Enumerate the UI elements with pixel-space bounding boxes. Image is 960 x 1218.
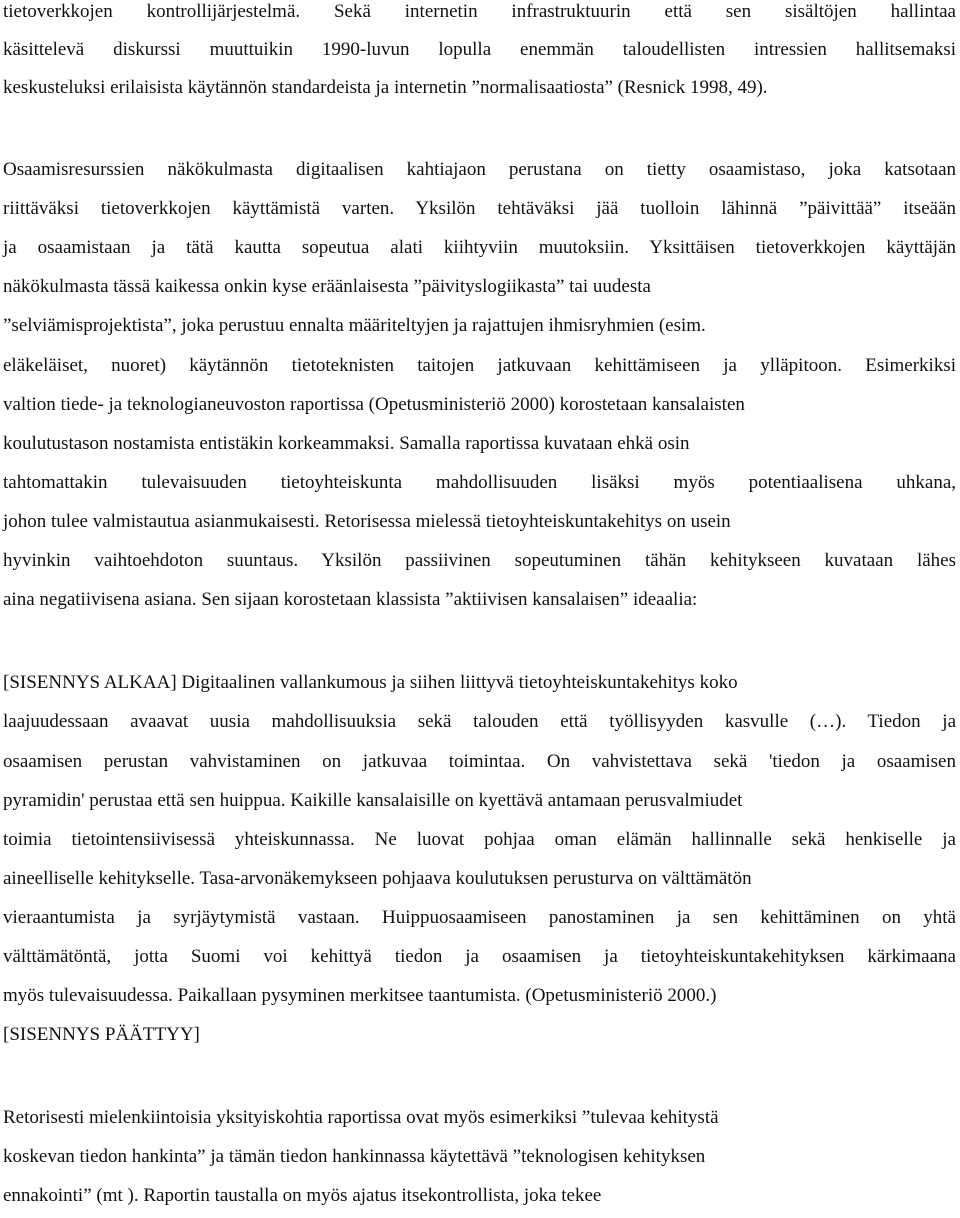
text-line: riittäväksi tietoverkkojen käyttämistä varten. Yksilön tehtäväksi jää tuolloin lähinnä ”päivittää” itseään — [3, 198, 956, 219]
text-line: tahtomattakin tulevaisuuden tietoyhteiskunta mahdollisuuden lisäksi myös potentiaalisena uhkana, — [3, 472, 956, 493]
text-line: valtion tiede- ja teknologianeuvoston raportissa (Opetusministeriö 2000) korostetaan kansalaisten — [3, 394, 745, 415]
text-line: ja osaamistaan ja tätä kautta sopeutua alati kiihtyviin muutoksiin. Yksittäisen tietoverkkojen käyttäjän — [3, 237, 956, 258]
text-line: koskevan tiedon hankinta” ja tämän tiedon hankinnassa käytettävä ”teknologisen kehityksen — [3, 1146, 706, 1167]
text-line: toimia tietointensiivisessä yhteiskunnassa. Ne luovat pohjaa oman elämän hallinnalle sekä henkiselle ja — [3, 829, 956, 850]
text-line: näkökulmasta tässä kaikessa onkin kyse eräänlaisesta ”päivityslogiikasta” tai uudesta — [3, 276, 651, 297]
text-line: koulutustason nostamista entistäkin korkeammaksi. Samalla raportissa kuvataan ehkä osin — [3, 433, 690, 454]
text-line: tietoverkkojen kontrollijärjestelmä. Sekä internetin infrastruktuurin että sen sisältöjen hallintaa — [3, 1, 956, 22]
text-line: osaamisen perustan vahvistaminen on jatkuvaa toimintaa. On vahvistettava sekä 'tiedon ja osaamisen — [3, 751, 956, 772]
text-line: laajuudessaan avaavat uusia mahdollisuuksia sekä talouden että työllisyyden kasvulle (…). Tiedon ja — [3, 711, 956, 732]
text-line: Osaamisresurssien näkökulmasta digitaalisen kahtiajaon perustana on tietty osaamistaso, joka katsotaan — [3, 159, 956, 180]
text-line: johon tulee valmistautua asianmukaisesti. Retorisessa mielessä tietoyhteiskuntakehitys on usein — [3, 511, 731, 532]
text-line: aineelliselle kehitykselle. Tasa-arvonäkemykseen pohjaava koulutuksen perusturva on välttämätön — [3, 868, 752, 889]
text-line: vieraantumista ja syrjäytymistä vastaan. Huippuosaamiseen panostaminen ja sen kehittäminen on yhtä — [3, 907, 956, 928]
text-line: pyramidin' perustaa että sen huippua. Kaikille kansalaisille on kyettävä antamaan perusvalmiudet — [3, 790, 743, 811]
text-line: hyvinkin vaihtoehdoton suuntaus. Yksilön passiivinen sopeutuminen tähän kehitykseen kuvataan lähes — [3, 550, 956, 571]
text-line: myös tulevaisuudessa. Paikallaan pysyminen merkitsee taantumista. (Opetusministeriö 2000.) — [3, 985, 717, 1006]
text-line: käsittelevä diskurssi muuttuikin 1990-luvun lopulla enemmän taloudellisten intressien hallitsemaksi — [3, 39, 956, 60]
text-line: [SISENNYS PÄÄTTYY] — [3, 1024, 200, 1045]
text-line: Retorisesti mielenkiintoisia yksityiskohtia raportissa ovat myös esimerkiksi ”tulevaa kehitystä — [3, 1107, 719, 1128]
text-line: eläkeläiset, nuoret) käytännön tietoteknisten taitojen jatkuvaan kehittämiseen ja ylläpitoon. Esimerkiksi — [3, 355, 956, 376]
text-line: välttämätöntä, jotta Suomi voi kehittyä tiedon ja osaamisen ja tietoyhteiskuntakehityksen kärkimaana — [3, 946, 956, 967]
text-line: ennakointi” (mt ). Raportin taustalla on myös ajatus itsekontrollista, joka tekee — [3, 1185, 602, 1206]
text-line: ”selviämisprojektista”, joka perustuu ennalta määriteltyjen ja rajattujen ihmisryhmien (esim. — [3, 315, 706, 336]
text-line: keskusteluksi erilaisista käytännön standardeista ja internetin ”normalisaatiosta” (Resnick 1998, 49). — [3, 77, 768, 98]
text-line: [SISENNYS ALKAA] Digitaalinen vallankumous ja siihen liittyvä tietoyhteiskuntakehitys koko — [3, 672, 738, 693]
text-line: aina negatiivisena asiana. Sen sijaan korostetaan klassista ”aktiivisen kansalaisen” ideaalia: — [3, 589, 698, 610]
